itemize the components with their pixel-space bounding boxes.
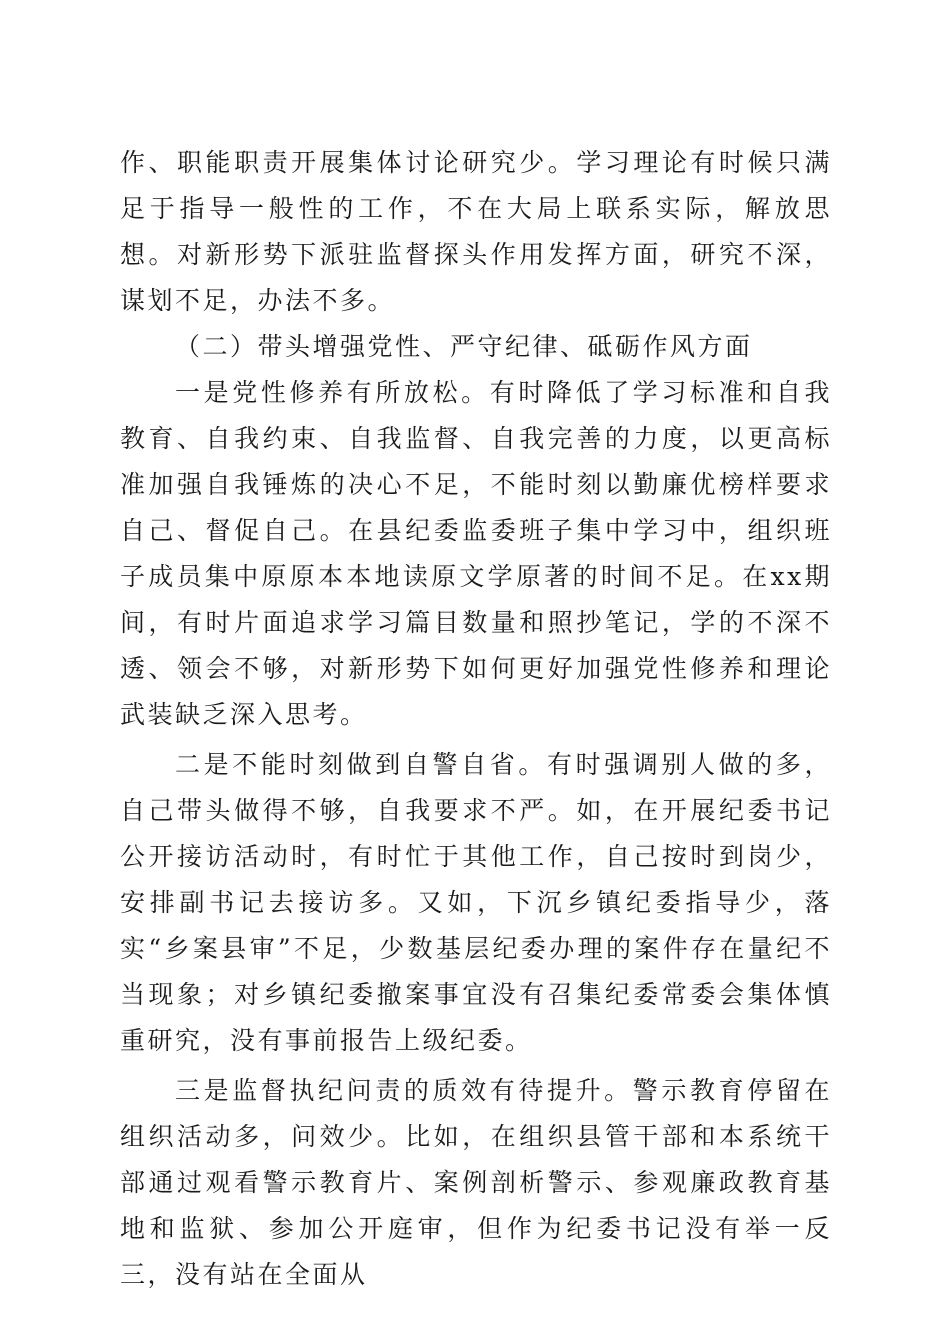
item-paragraph-3 — [120, 1068, 832, 1298]
continued-paragraph — [120, 140, 832, 324]
item-body: 有时降低了学习标准和自我教育、自我约束、自我监督、自我完善的力度，以更高标准加强自我锤炼的决心不足，不能时刻以勤廉优榜样要求自己、督促自己。在县纪委监委班子集中学习中，组织班子成员集中原原本本地读原文学原著的时间不足。在xx期间，有时片面追求学习篇目数量和照抄笔记，学的不深不透、领会不够，对新形势下如何更好加强党性修养和理论武装缺乏深入思考。 — [120, 378, 832, 729]
item-lead: 二是不能时刻做到自警自省。 — [175, 750, 547, 779]
paragraph-text: 作、职能职责开展集体讨论研究少。学习理论有时候只满足于指导一般性的工作，不在大局上联系实际，解放思想。对新形势下派驻监督探头作用发挥方面，研究不深，谋划不足，办法不多。 — [120, 148, 832, 315]
item-lead: 一是党性修养有所放松。 — [175, 378, 490, 407]
document-body — [120, 140, 832, 1298]
item-body: 有时强调别人做的多，自己带头做得不够，自我要求不严。如，在开展纪委书记公开接访活动时，有时忙于其他工作，自己按时到岗少，安排副书记去接访多。又如，下沉乡镇纪委指导少，落实“乡案县审”不足，少数基层纪委办理的案件存在量纪不当现象；对乡镇纪委撤案事宜没有召集纪委常委会集体慎重研究，没有事前报告上级纪委。 — [120, 750, 832, 1055]
item-paragraph-1 — [120, 370, 832, 738]
item-body: 警示教育停留在组织活动多，问效少。比如，在组织县管干部和本系统干部通过观看警示教育片、案例剖析警示、参观廉政教育基地和监狱、参加公开庭审，但作为纪委书记没有举一反三，没有站在全面从 — [120, 1076, 832, 1289]
item-lead: 三是监督执纪问责的质效有待提升。 — [175, 1076, 633, 1105]
section-heading: （二）带头增强党性、严守纪律、砥砺作风方面 — [175, 332, 753, 361]
item-paragraph-2 — [120, 742, 832, 1064]
